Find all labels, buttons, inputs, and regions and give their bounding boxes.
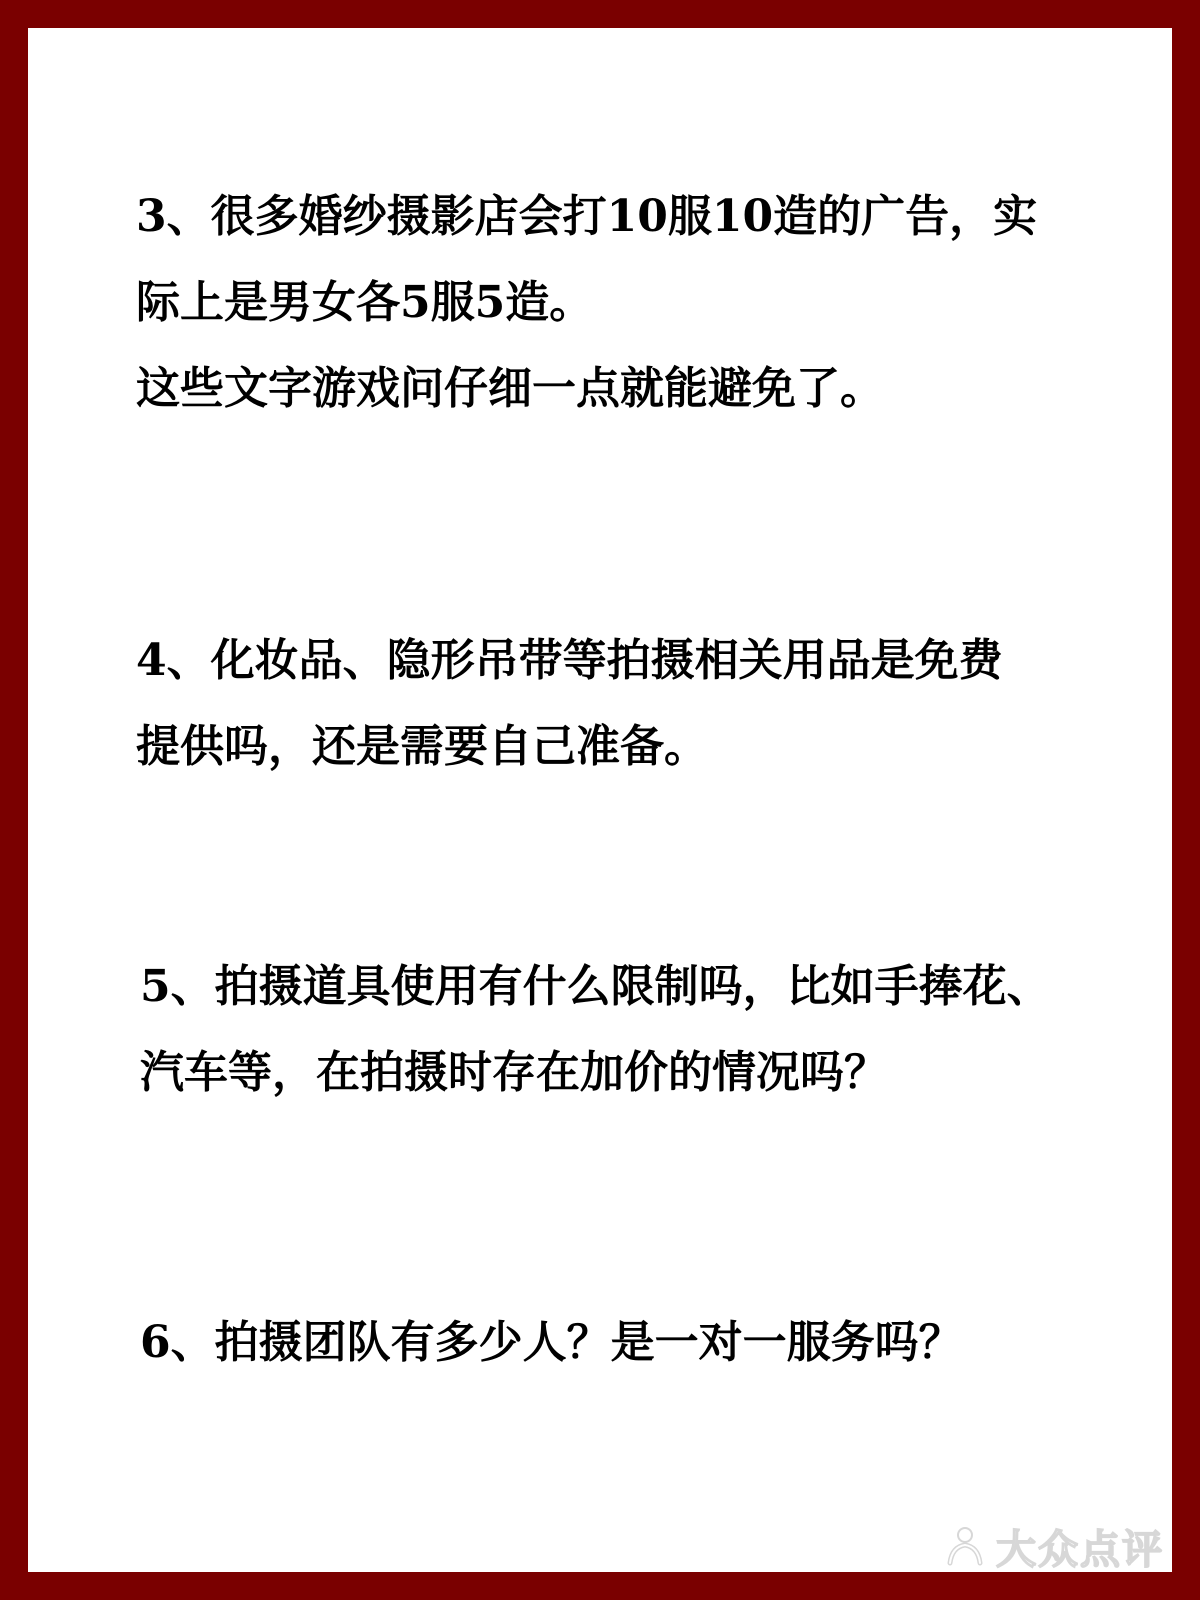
tip-paragraph-4 [136, 618, 1136, 790]
dianping-logo-icon [942, 1523, 988, 1569]
watermark-text: 大众点评 [996, 1526, 1164, 1573]
tip-paragraph-6 [140, 1300, 1140, 1386]
tip-3-line-1: 3、很多婚纱摄影店会打10服10造的广告，实 [136, 191, 1038, 242]
tip-6-line-1: 6、拍摄团队有多少人？是一对一服务吗？ [140, 1317, 963, 1368]
tip-5-line-1: 5、拍摄道具使用有什么限制吗，比如手捧花、 [140, 961, 1051, 1012]
tip-paragraph-5 [140, 944, 1140, 1116]
tip-3-line-3: 这些文字游戏问仔细一点就能避免了。 [136, 363, 884, 414]
tip-4-line-1: 4、化妆品、隐形吊带等拍摄相关用品是免费 [136, 635, 1003, 686]
tip-3-line-2: 际上是男女各5服5造。 [136, 277, 594, 328]
tip-4-line-2: 提供吗，还是需要自己准备。 [136, 721, 708, 772]
tip-5-line-2: 汽车等，在拍摄时存在加价的情况吗？ [140, 1047, 888, 1098]
dianping-watermark [942, 1518, 1164, 1574]
tip-paragraph-3 [136, 174, 1136, 432]
